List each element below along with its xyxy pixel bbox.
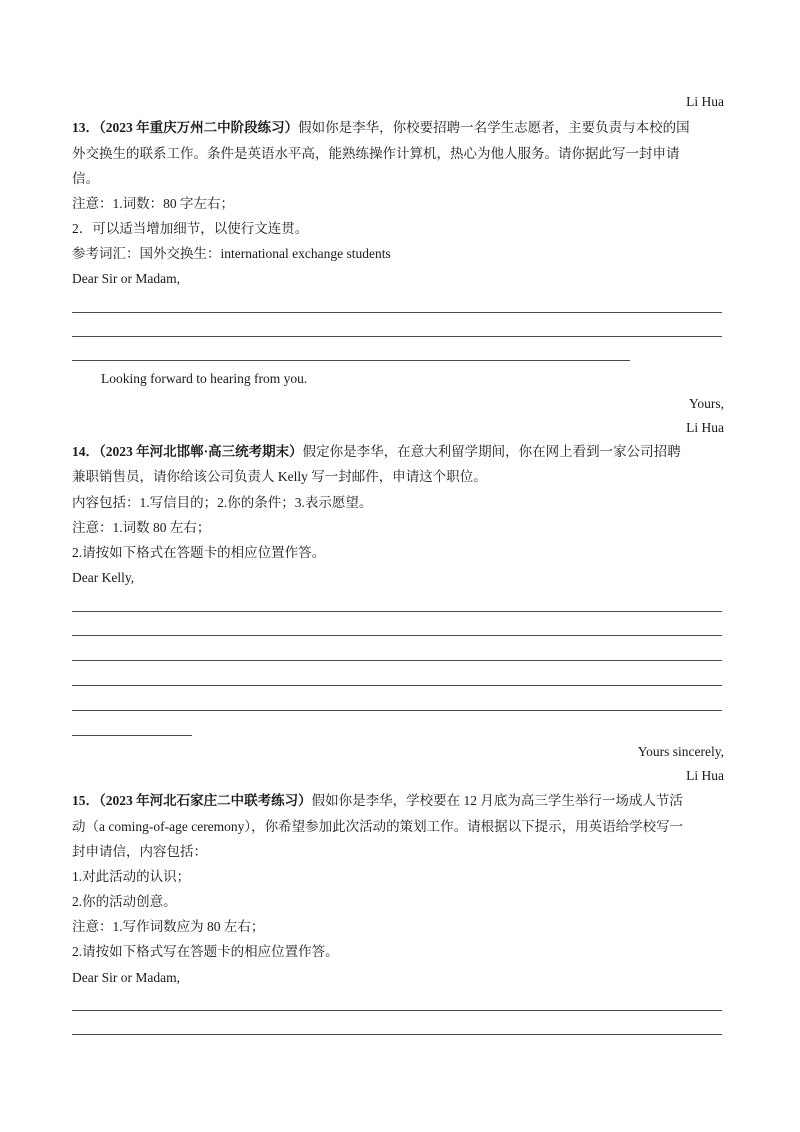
q13-signoff: Yours, [688,396,724,411]
q15-number: 15． [72,793,99,808]
q15-item-1: 1.对此活动的认识； [72,869,191,884]
q15-prompt-line-3: 封申请信，内容包括： [72,844,207,859]
q13-note-1: 注意：1.词数：80 字左右； [72,196,234,211]
q14-answer-line-5 [72,710,722,711]
q15-note-1: 注意：1.写作词数应为 80 左右； [72,919,265,934]
previous-signature: Li Hua [686,94,724,109]
q15-prompt-text-1: 假如你是李华，学校要在 12 月底为高三学生举行一场成人节活 [311,793,683,808]
q14-prompt-line-2: 兼职销售员，请你给该公司负责人 Kelly 写一封邮件，申请这个职位。 [72,469,487,484]
q15-prompt-line-1 [72,792,724,810]
q13-prompt-line-1 [72,119,724,137]
q14-source-close: ） [289,444,303,459]
q15-source-close: ） [298,793,312,808]
q13-note-2: 2．可以适当增加细节，以使行文连贯。 [72,221,309,236]
q13-signature: Li Hua [686,420,724,435]
q14-answer-line-1 [72,611,722,612]
q15-item-2: 2.你的活动创意。 [72,894,177,909]
q13-prompt-line-2: 外交换生的联系工作。条件是英语水平高，能熟练操作计算机，热心为他人服务。请你据此写一封申请 [72,146,680,161]
q14-prompt-text-1: 假定你是李华，在意大利留学期间，你在网上看到一家公司招聘 [302,444,681,459]
q13-vocab: 参考词汇：国外交换生：international exchange students [72,246,391,261]
q13-answer-line-1 [72,312,722,313]
q14-number: 14． [72,444,99,459]
q14-salutation: Dear Kelly, [72,570,135,585]
q14-note-1: 注意：1.词数 80 左右； [72,520,211,535]
q15-answer-line-2 [72,1034,722,1035]
q14-answer-line-6 [72,735,192,736]
q14-source-open: （2023 年 [99,444,150,459]
q13-source-name: 重庆万州二中阶段练习 [149,120,285,135]
q15-prompt-line-2: 动（a coming-of-age ceremony），你希望参加此次活动的策划工作。请根据以下提示，用英语给学校写一 [72,819,684,834]
q13-salutation: Dear Sir or Madam, [72,271,180,286]
q14-signature: Li Hua [686,768,724,783]
q13-source-open: （2023 年 [99,120,150,135]
q15-note-2: 2.请按如下格式写在答题卡的相应位置作答。 [72,944,339,959]
q15-answer-line-1 [72,1010,722,1011]
q14-answer-line-2 [72,635,722,636]
q13-source-close: ） [284,120,299,135]
q13-answer-line-2 [72,336,722,337]
q13-prompt-line-3: 信。 [72,171,99,186]
q14-content: 内容包括：1.写信目的；2.你的条件；3.表示愿望。 [72,495,373,510]
q13-answer-line-3 [72,360,630,361]
q15-source-open: （2023 年 [99,793,150,808]
q13-closing: Looking forward to hearing from you. [101,371,308,386]
q13-number: 13． [72,120,99,135]
q14-signoff: Yours sincerely, [637,744,724,759]
q15-salutation: Dear Sir or Madam, [72,970,180,985]
q15-source-name: 河北石家庄二中联考练习 [149,793,299,808]
q13-prompt-text-1: 假如你是李华，你校要招聘一名学生志愿者，主要负责与本校的国 [298,120,690,135]
q14-source-name: 河北邯郸·高三统考期末 [149,444,290,459]
q14-answer-line-4 [72,685,722,686]
q14-note-2: 2.请按如下格式在答题卡的相应位置作答。 [72,545,326,560]
q14-prompt-line-1 [72,443,724,461]
q14-answer-line-3 [72,660,722,661]
